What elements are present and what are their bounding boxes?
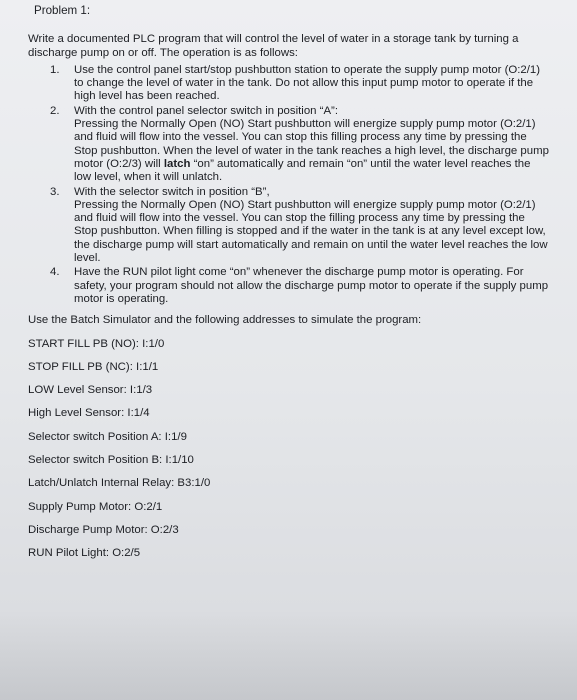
address-selector-a: Selector switch Position A: I:1/9 (28, 430, 187, 443)
shadow-overlay (0, 610, 577, 700)
address-stop-fill-pb: STOP FILL PB (NC): I:1/1 (28, 360, 159, 373)
step-number: 2. (50, 104, 60, 117)
latch-keyword: latch (163, 157, 191, 170)
step-text-continued: “on” automatically and remain “on” until the water level reaches the low level, when it will unlatch. (74, 157, 531, 184)
address-supply-pump: Supply Pump Motor: O:2/1 (28, 500, 163, 513)
address-run-pilot-light: RUN Pilot Light: O:2/5 (28, 547, 141, 560)
address-latch-relay: Latch/Unlatch Internal Relay: B3:1/0 (28, 477, 211, 490)
address-selector-b: Selector switch Position B: I:1/10 (28, 454, 194, 467)
step-body (74, 105, 553, 185)
address-high-level-sensor: High Level Sensor: I:1/4 (28, 407, 150, 420)
address-start-fill-pb: START FILL PB (NO): I:1/0 (28, 337, 165, 350)
steps-list (28, 64, 553, 306)
problem-intro: Write a documented PLC program that will control the level of water in a storage tank by turning a discharge pump on or off. The operation is as follows: (28, 33, 519, 59)
address-discharge-pump: Discharge Pump Motor: O:2/3 (28, 523, 179, 536)
problem-title: Problem 1: (34, 4, 91, 17)
address-list (28, 338, 553, 561)
step-text: Use the control panel start/stop pushbutton station to operate the supply pump motor (O:2/1) to change the level of water in the tank. Do not allow this input pump motor to operate if the high level has been reached. (74, 63, 541, 103)
step-2 (28, 105, 553, 185)
step-4 (28, 266, 553, 306)
step-number: 1. (50, 63, 60, 76)
step-number: 3. (50, 185, 60, 198)
step-lead: With the selector switch in position “B”, (74, 185, 270, 198)
step-text: Pressing the Normally Open (NO) Start pushbutton will energize supply pump motor (O:2/1) and fluid will flow into the vessel. You can stop the filling process any time by pressing the Stop pushbutton. When filling is stopped and if the water in the tank is at any level except low, the discharge pump will start automatically and remain on until the water level reaches the low level. (74, 198, 548, 265)
step-1 (28, 64, 553, 104)
step-number: 4. (50, 266, 60, 279)
step-body (74, 186, 553, 266)
step-text: Pressing the Normally Open (NO) Start pushbutton will energize supply pump motor (O:2/1) and fluid will flow into the vessel. You can stop this filling process any time by pressing the Stop pushbutton. When the level of water in the tank reaches a high level, the discharge pump motor (O:2/3) will (74, 118, 549, 170)
step-text: Have the RUN pilot light come “on” whenever the discharge pump motor is operating. For safety, your program should not allow the discharge pump motor to operate if the supply pump motor is operating. (74, 266, 549, 305)
batch-simulator-intro: Use the Batch Simulator and the following addresses to simulate the program: (28, 314, 422, 327)
step-3 (28, 186, 553, 266)
address-low-level-sensor: LOW Level Sensor: I:1/3 (28, 384, 153, 397)
problem-document (28, 4, 553, 571)
step-lead: With the control panel selector switch in position “A”: (74, 104, 338, 117)
